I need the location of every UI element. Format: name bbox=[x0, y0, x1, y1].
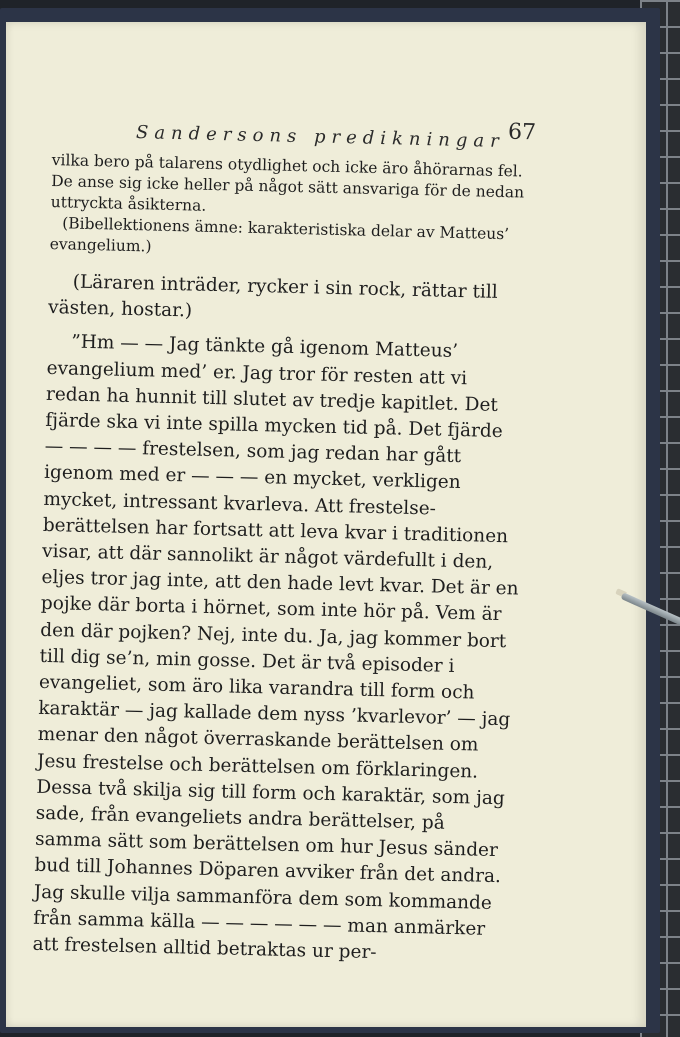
sermon-paragraph: ”Hm — — Jag tänkte gå igenom Matteus’ evangelium med’ er. Jag tror för resten att vi redan ha hunnit till slutet av tredje kapitlet. Det fjärde ska vi inte spilla mycken tid på. Det fjärde — — — — frestelsen, som jag redan har gått igenom med er — — — en mycket, verkligen mycket, intressant kvarleva. Att frestelse-berättelsen har fortsatt att leva kvar i traditionen visar, att där sannolikt är något värdefullt i den, eljes tror jag inte, att den hade levt kvar. Det är en pojke där borta i hörnet, som inte hör på. Vem är den där pojken? Nej, inte du. Ja, jag kommer bort till dig se’n, min gosse. Det är två episoder i evangeliet, som äro lika varandra till form och karaktär — jag kallade dem nyss ’kvarlevor’ — jag menar den något överraskande berättelsen om Jesu frestelse och berättelsen om förklaringen. Dessa två skilja sig till form och karaktär, som jag sade, från evangeliets andra berättelser, på samma sätt som berättelsen om hur Jesus sänder bud till Johannes Döparen avviker från det andra. Jag skulle vilja sammanföra dem som kommande från samma källa — — — — — — man anmärker att frestelsen alltid betraktas ur per- bbox=[32, 331, 519, 964]
stage-direction-paragraph: (Läraren inträder, rycker i sin rock, rättar till västen, hostar.) bbox=[47, 271, 498, 322]
page-number: 67 bbox=[507, 119, 537, 146]
preface-block bbox=[49, 150, 531, 267]
book-page bbox=[6, 22, 646, 1027]
sermon-block bbox=[32, 269, 529, 970]
page-text bbox=[32, 150, 532, 970]
running-head: Sandersons predikningar bbox=[135, 122, 505, 153]
page-header bbox=[6, 104, 646, 153]
preface-paragraph: vilka bero på talarens otydlighet och icke äro åhörarnas fel. De anse sig icke heller på något sätt ansvariga för de nedan uttryckta åsikterna. bbox=[50, 150, 525, 215]
lesson-topic-paragraph: (Bibellektionens ämne: karakteristiska delar av Matteus’ evangelium.) bbox=[49, 214, 510, 256]
